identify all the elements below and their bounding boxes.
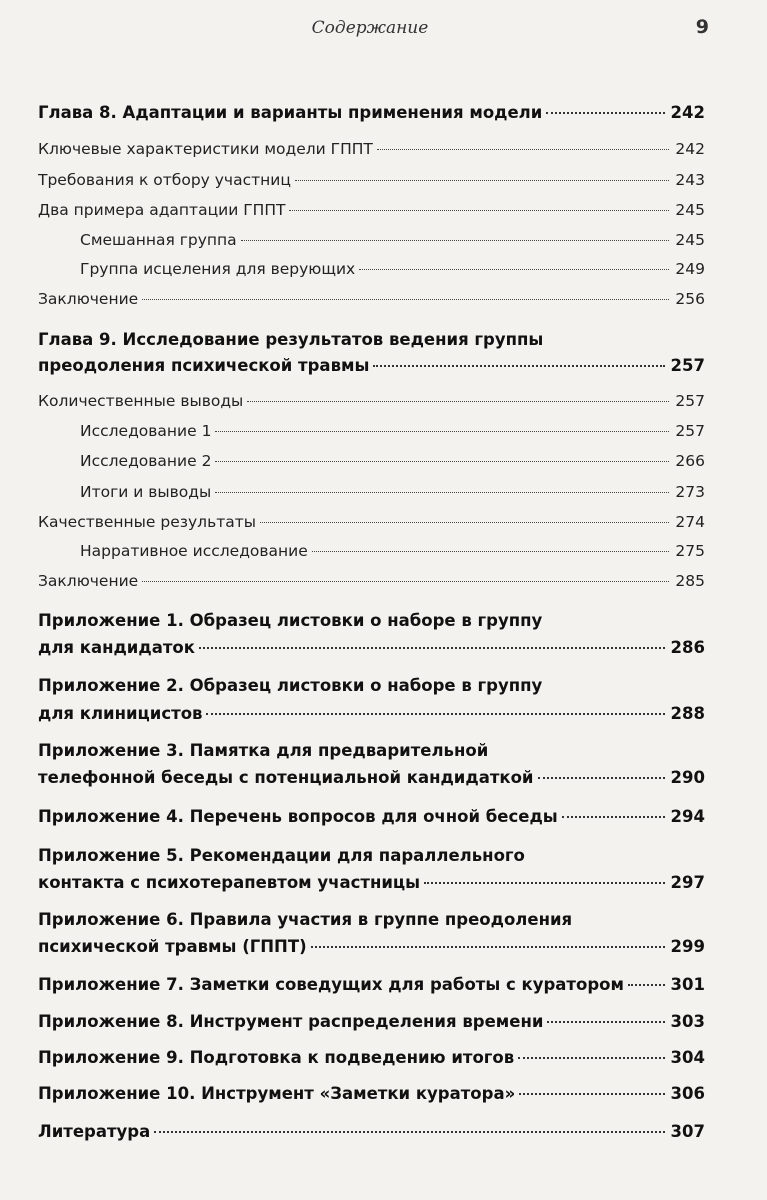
page-number: 9 bbox=[695, 16, 709, 38]
toc-entry-page: 288 bbox=[670, 704, 705, 723]
toc-entry-page: 306 bbox=[670, 1084, 705, 1103]
toc-entry[interactable] bbox=[38, 356, 705, 375]
toc-entry-title: Исследование 1 bbox=[80, 422, 212, 440]
leader-dots bbox=[289, 210, 669, 211]
toc-entry[interactable] bbox=[38, 513, 705, 531]
toc-entry[interactable] bbox=[38, 103, 705, 122]
toc-entry-page: 304 bbox=[670, 1048, 705, 1067]
toc-entry[interactable] bbox=[38, 1084, 705, 1103]
toc-entry-title: преодоления психической травмы bbox=[38, 356, 370, 375]
running-title: Содержание bbox=[311, 18, 429, 38]
toc-entry-title: Приложение 9. Подготовка к подведению итогов bbox=[38, 1048, 515, 1067]
toc-entry-page: 249 bbox=[675, 260, 705, 278]
toc-entry-title: для клиницистов bbox=[38, 704, 203, 723]
leader-dots bbox=[215, 492, 669, 493]
leader-dots bbox=[241, 240, 670, 241]
toc-entry-page: 243 bbox=[675, 171, 705, 189]
toc-entry-title: Исследование 2 bbox=[80, 452, 212, 470]
toc-entry[interactable] bbox=[38, 975, 705, 994]
leader-dots bbox=[547, 1021, 664, 1023]
leader-dots bbox=[260, 522, 669, 523]
toc-entry-page: 245 bbox=[675, 201, 705, 219]
toc-entry[interactable] bbox=[38, 572, 705, 590]
toc-entry-title: Приложение 10. Инструмент «Заметки куратора» bbox=[38, 1084, 516, 1103]
toc-entry-page: 256 bbox=[675, 290, 705, 308]
toc-entry[interactable] bbox=[38, 171, 705, 189]
leader-dots bbox=[377, 149, 670, 150]
toc-entry-page: 257 bbox=[675, 422, 705, 440]
toc-entry-title-line1: Приложение 2. Образец листовки о наборе в группу bbox=[38, 676, 543, 695]
leader-dots bbox=[519, 1093, 664, 1095]
toc-entry-page: 301 bbox=[670, 975, 705, 994]
toc-entry-page: 257 bbox=[675, 392, 705, 410]
toc-entry[interactable] bbox=[38, 1048, 705, 1067]
toc-entry-page: 299 bbox=[670, 937, 705, 956]
toc-entry-title: Нарративное исследование bbox=[80, 542, 308, 560]
toc-entry-title: Заключение bbox=[38, 572, 139, 590]
toc-entry[interactable] bbox=[38, 1012, 705, 1031]
leader-dots bbox=[518, 1057, 664, 1059]
toc-entry-page: 285 bbox=[675, 572, 705, 590]
toc-entry-title-line1: Приложение 6. Правила участия в группе преодоления bbox=[38, 910, 573, 929]
leader-dots bbox=[215, 461, 669, 462]
toc-entry-page: 245 bbox=[675, 231, 705, 249]
leader-dots bbox=[154, 1131, 664, 1133]
toc-entry-title-line1: Приложение 1. Образец листовки о наборе в группу bbox=[38, 611, 543, 630]
toc-entry-page: 266 bbox=[675, 452, 705, 470]
toc-entry[interactable] bbox=[80, 422, 705, 440]
toc-entry[interactable] bbox=[38, 392, 705, 410]
toc-entry-title: Приложение 8. Инструмент распределения времени bbox=[38, 1012, 544, 1031]
toc-entry-title: Требования к отбору участниц bbox=[38, 171, 291, 189]
leader-dots bbox=[295, 180, 670, 181]
toc-entry-title: Глава 8. Адаптации и варианты применения модели bbox=[38, 103, 543, 122]
toc-entry-title: психической травмы (ГППТ) bbox=[38, 937, 307, 956]
toc-entry-page: 274 bbox=[675, 513, 705, 531]
toc-entry-title: Количественные выводы bbox=[38, 392, 244, 410]
toc-entry[interactable] bbox=[38, 768, 705, 787]
toc-entry-page: 290 bbox=[670, 768, 705, 787]
toc-entry[interactable] bbox=[38, 140, 705, 158]
leader-dots bbox=[199, 647, 665, 649]
leader-dots bbox=[215, 431, 669, 432]
leader-dots bbox=[206, 713, 664, 715]
toc-entry-page: 303 bbox=[670, 1012, 705, 1031]
leader-dots bbox=[628, 984, 665, 986]
toc-entry-page: 286 bbox=[670, 638, 705, 657]
toc-entry-title: Литература bbox=[38, 1122, 151, 1141]
toc-entry-page: 242 bbox=[670, 103, 705, 122]
toc-entry-title: Приложение 7. Заметки соведущих для работы с куратором bbox=[38, 975, 624, 994]
toc-entry[interactable] bbox=[80, 231, 705, 249]
leader-dots bbox=[311, 946, 665, 948]
toc-entry-title: Итоги и выводы bbox=[80, 483, 212, 501]
toc-entry[interactable] bbox=[80, 483, 705, 501]
leader-dots bbox=[562, 816, 665, 818]
toc-entry-title: Заключение bbox=[38, 290, 139, 308]
toc-entry-page: 257 bbox=[670, 356, 705, 375]
toc-entry[interactable] bbox=[38, 1122, 705, 1141]
leader-dots bbox=[142, 581, 669, 582]
toc-entry[interactable] bbox=[80, 452, 705, 470]
toc-entry[interactable] bbox=[80, 260, 705, 278]
leader-dots bbox=[373, 365, 664, 367]
toc-entry-title: Два примера адаптации ГППТ bbox=[38, 201, 286, 219]
toc-entry[interactable] bbox=[38, 290, 705, 308]
leader-dots bbox=[538, 777, 665, 779]
toc-entry-page: 273 bbox=[675, 483, 705, 501]
toc-entry-title: контакта с психотерапевтом участницы bbox=[38, 873, 421, 892]
toc-entry-title: Качественные результаты bbox=[38, 513, 257, 531]
leader-dots bbox=[546, 112, 664, 114]
toc-entry[interactable] bbox=[38, 638, 705, 657]
toc-entry-title: Ключевые характеристики модели ГППТ bbox=[38, 140, 373, 158]
toc-entry-title: Приложение 4. Перечень вопросов для очной беседы bbox=[38, 807, 558, 826]
toc-entry-page: 297 bbox=[670, 873, 705, 892]
toc-entry-page: 307 bbox=[670, 1122, 705, 1141]
leader-dots bbox=[142, 299, 669, 300]
toc-entry[interactable] bbox=[80, 542, 705, 560]
toc-entry-title: Группа исцеления для верующих bbox=[80, 260, 356, 278]
toc-entry-title-line1: Глава 9. Исследование результатов ведения группы bbox=[38, 330, 544, 349]
toc-entry[interactable] bbox=[38, 873, 705, 892]
toc-entry-page: 242 bbox=[675, 140, 705, 158]
toc-entry[interactable] bbox=[38, 704, 705, 723]
toc-entry[interactable] bbox=[38, 201, 705, 219]
toc-entry-title: телефонной беседы с потенциальной кандидаткой bbox=[38, 768, 534, 787]
leader-dots bbox=[424, 882, 664, 884]
toc-entry[interactable] bbox=[38, 937, 705, 956]
toc-entry-title: для кандидаток bbox=[38, 638, 195, 657]
toc-entry[interactable] bbox=[38, 807, 705, 826]
toc-entry-title-line1: Приложение 3. Памятка для предварительной bbox=[38, 741, 489, 760]
leader-dots bbox=[359, 269, 669, 270]
toc-entry-page: 294 bbox=[670, 807, 705, 826]
leader-dots bbox=[247, 401, 669, 402]
toc-entry-title: Смешанная группа bbox=[80, 231, 237, 249]
toc-entry-page: 275 bbox=[675, 542, 705, 560]
toc-entry-title-line1: Приложение 5. Рекомендации для параллельного bbox=[38, 846, 525, 865]
leader-dots bbox=[312, 551, 670, 552]
